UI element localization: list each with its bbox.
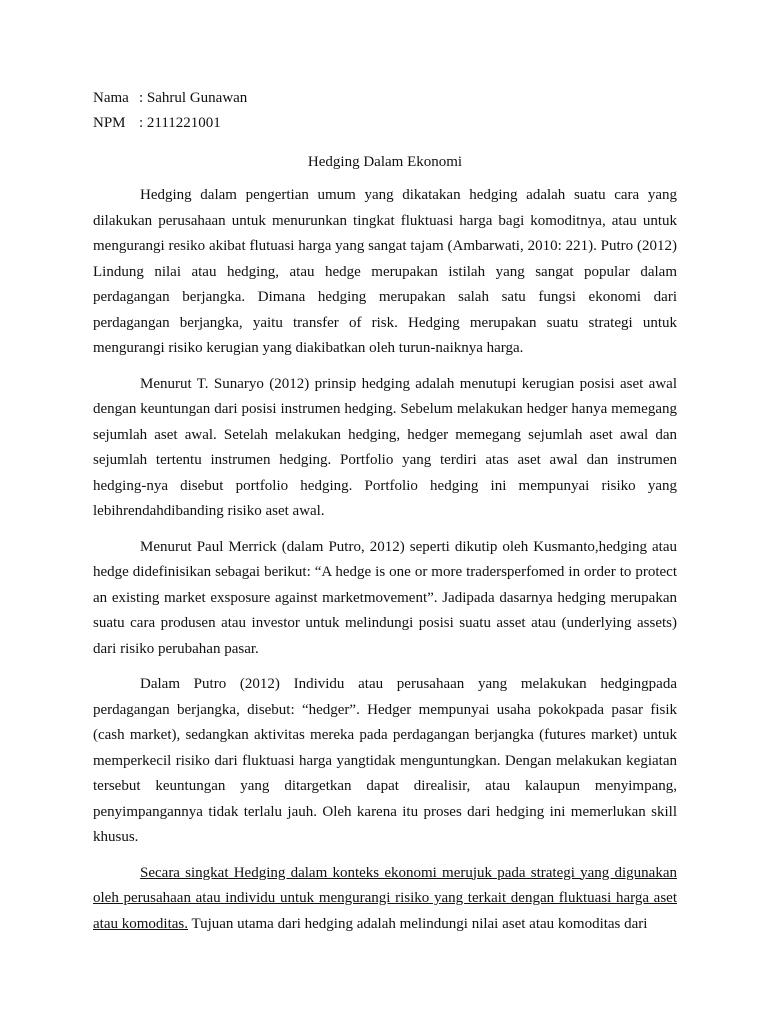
name-value: : Sahrul Gunawan (139, 90, 248, 106)
paragraph-5-rest: Tujuan utama dari hedging adalah melindungi nilai aset atau komoditas dari (187, 915, 648, 932)
paragraph-3: Menurut Paul Merrick (dalam Putro, 2012) seperti dikutip oleh Kusmanto,hedging atau hedge didefinisikan sebagai berikut: “A hedge is one or more tradersperfomed in order to protect an existing market exsposure against marketmovement”. Jadipada dasarnya hedging merupakan suatu cara produsen atau investor untuk melindungi posisi suatu asset atau (underlying assets) dari risiko perubahan pasar. (93, 538, 677, 657)
name-row (93, 86, 677, 111)
paragraph-4: Dalam Putro (2012) Individu atau perusahaan yang melakukan hedgingpada perdagangan berjangka, disebut: “hedger”. Hedger mempunyai usaha pokokpada pasar fisik (cash market), sedangkan aktivitas mereka pada perdagangan berjangka (futures market) untuk memperkecil risiko dari fluktuasi harga yangtidak menguntungkan. Dengan melakukan kegiatan tersebut keuntungan yang ditargetkan dapat direalisir, atau kalaupun menyimpang, penyimpangannya tidak terlalu jauh. Oleh karena itu proses dari hedging ini memerlukan skill khusus. (93, 676, 677, 845)
npm-label: NPM (93, 115, 126, 131)
name-label: Nama (93, 90, 129, 106)
paragraph-5-underlined: Secara singkat Hedging dalam konteks ekonomi merujuk pada strategi yang digunakan oleh perusahaan atau individu untuk mengurangi risiko yang terkait dengan fluktuasi harga aset atau komoditas. (93, 864, 677, 932)
npm-value: : 2111221001 (139, 115, 221, 131)
paragraph-5 (93, 861, 677, 938)
paragraph-2: Menurut T. Sunaryo (2012) prinsip hedging adalah menutupi kerugian posisi aset awal dengan keuntungan dari posisi instrumen hedging. Sebelum melakukan hedger hanya memegang sejumlah aset awal. Setelah melakukan hedging, hedger memegang sejumlah aset awal dan sejumlah tertentu instrumen hedging. Portfolio yang terdiri atas aset awal dan instrumen hedging-nya disebut portfolio hedging. Portfolio hedging ini mempunyai risiko yang lebihrendahdibanding risiko aset awal. (93, 375, 677, 519)
npm-row (93, 111, 677, 136)
document-title: Hedging Dalam Ekonomi (307, 154, 463, 170)
paragraph-1: Hedging dalam pengertian umum yang dikatakan hedging adalah suatu cara yang dilakukan perusahaan untuk menurunkan tingkat fluktuasi harga bagi komoditnya, atau untuk mengurangi resiko akibat flutuasi harga yang sangat tajam (Ambarwati, 2010: 221). Putro (2012) Lindung nilai atau hedging, atau hedge merupakan istilah yang sangat popular dalam perdagangan berjangka. Dimana hedging merupakan salah satu fungsi ekonomi dari perdagangan berjangka, yaitu transfer of risk. Hedging merupakan suatu strategi untuk mengurangi risiko kerugian yang diakibatkan oleh turun-naiknya harga. (93, 187, 677, 356)
student-info (93, 86, 677, 136)
